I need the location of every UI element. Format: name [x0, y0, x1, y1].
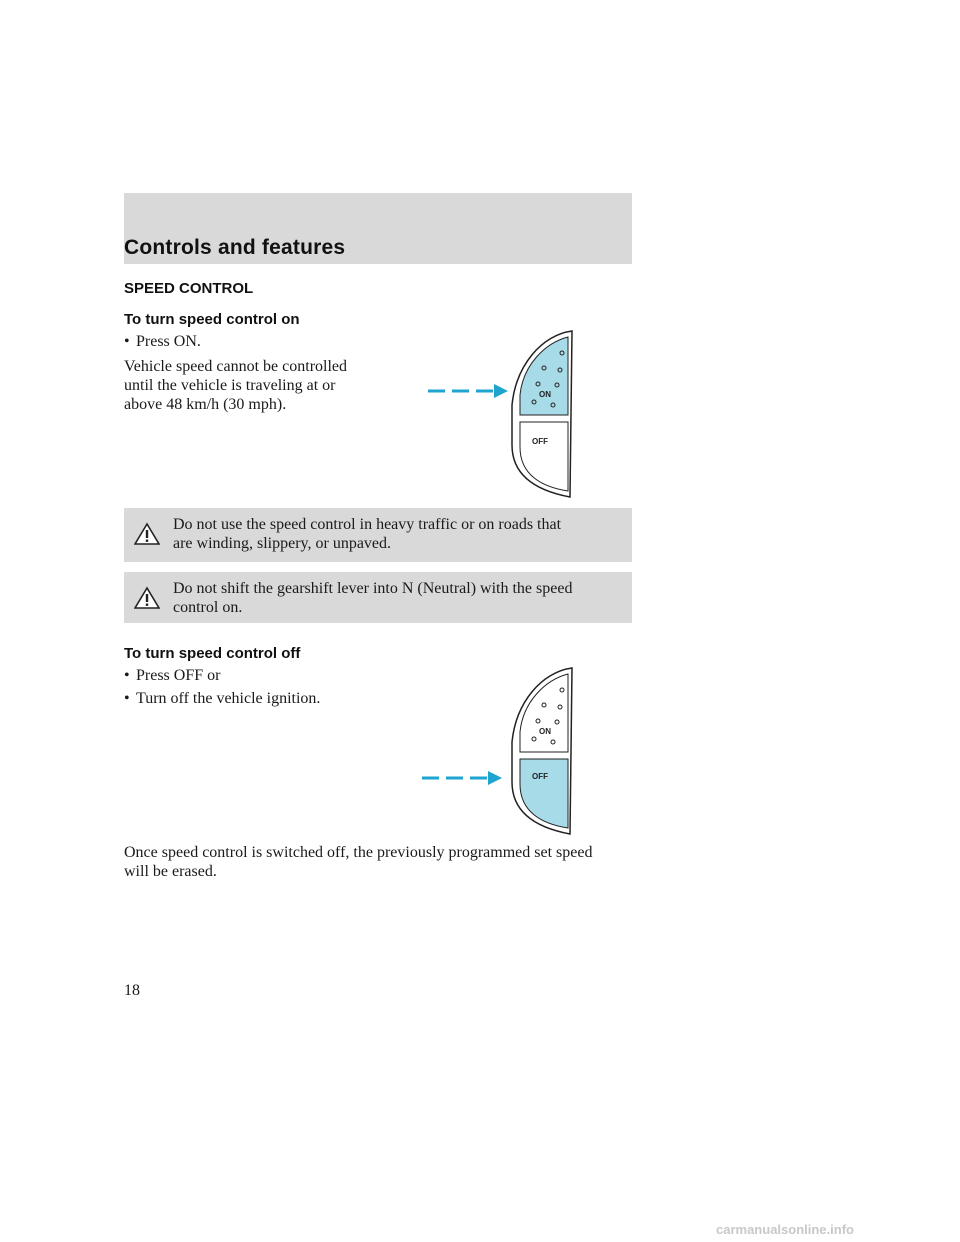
bullet-text: Turn off the vehicle ignition.: [136, 690, 321, 707]
section-title: Controls and features: [124, 236, 346, 259]
warning-triangle-icon: [134, 522, 160, 546]
arrow-head-icon: [488, 771, 502, 785]
speed-note-line: Vehicle speed cannot be controlled: [124, 358, 348, 375]
warning-text: [173, 579, 623, 617]
warning-text: [173, 515, 623, 553]
page-number: 18: [124, 982, 140, 999]
speed-note: [124, 357, 384, 414]
bullet-icon: •: [124, 333, 130, 350]
on-label: ON: [539, 390, 551, 399]
main-heading: SPEED CONTROL: [124, 280, 254, 297]
bullet-text: Press ON.: [136, 333, 201, 350]
warning-line: Do not use the speed control in heavy traffic or on roads that: [173, 516, 562, 533]
bullet-icon: •: [124, 690, 130, 707]
off-label: OFF: [532, 437, 548, 446]
warning-line: are winding, slippery, or unpaved.: [173, 535, 392, 552]
warning-triangle-icon: [134, 586, 160, 610]
watermark: carmanualsonline.info: [716, 1222, 854, 1237]
turn-on-heading: To turn speed control on: [124, 311, 300, 328]
bullet-text: Press OFF or: [136, 667, 221, 684]
off-button-highlight: [520, 759, 568, 828]
warning-line: control on.: [173, 599, 243, 616]
bullet-item: [124, 333, 201, 351]
warning-box: [124, 508, 632, 562]
closing-line: Once speed control is switched off, the previously programmed set speed: [124, 844, 593, 861]
bullet-icon: •: [124, 667, 130, 684]
off-button: [520, 422, 568, 491]
bullet-item: [124, 690, 320, 708]
arrow-head-icon: [494, 384, 508, 398]
speed-note-line: above 48 km/h (30 mph).: [124, 396, 287, 413]
off-label: OFF: [532, 772, 548, 781]
closing-line: will be erased.: [124, 863, 217, 880]
speed-control-diagram-off: [420, 662, 590, 842]
closing-paragraph: [124, 843, 644, 881]
warning-box: [124, 572, 632, 623]
speed-control-diagram-on: [420, 325, 590, 505]
on-label: ON: [539, 727, 551, 736]
speed-note-line: until the vehicle is traveling at or: [124, 377, 336, 394]
turn-off-heading: To turn speed control off: [124, 645, 301, 662]
warning-line: Do not shift the gearshift lever into N (Neutral) with the speed: [173, 580, 573, 597]
bullet-item: [124, 667, 220, 685]
